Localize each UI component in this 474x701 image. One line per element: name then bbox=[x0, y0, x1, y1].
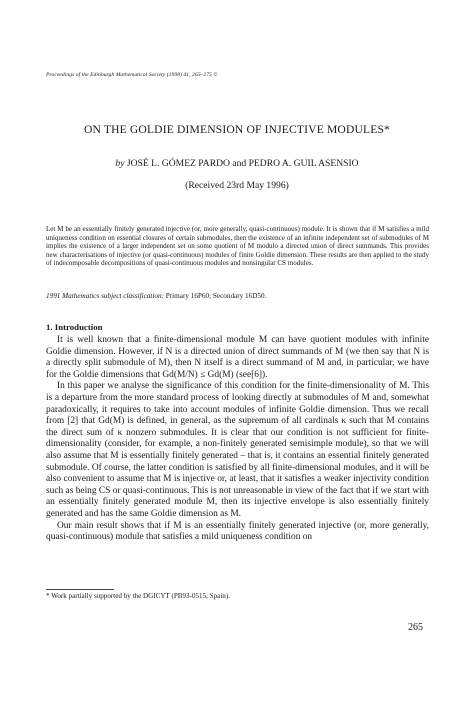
footnote-rule bbox=[46, 589, 114, 590]
page-number: 265 bbox=[408, 622, 423, 633]
paragraph: Our main result shows that if M is an essentially finitely generated injective (or, more generally, quasi-continuous) module that satisfies a mild uniqueness condition on bbox=[46, 520, 429, 543]
msc-value: Primary 16P60; Secondary 16D50. bbox=[165, 292, 267, 300]
authors-line bbox=[0, 158, 474, 169]
received-date: (Received 23rd May 1996) bbox=[185, 180, 289, 191]
paper-title: ON THE GOLDIE DIMENSION OF INJECTIVE MODULES* bbox=[83, 123, 391, 136]
footnote: * Work partially supported by the DGICYT (PB93-0515, Spain). bbox=[46, 592, 230, 600]
paragraph: In this paper we analyse the significance of this condition for the finite-dimensionality of M. This is a departure from the more standard process of looking directly at submodules of M and, somewhat paradoxically, it requires to take into account modules of infinite Goldie dimension. Thus we recall from [2] that Gd(M) is defined, in general, as the supremum of all cardinals κ such that M contains the direct sum of κ nonzero submodules. It is clear that our condition is not sufficient for finite-dimensionality (consider, for example, a non-finitely generated semisimple module), so that we will also assume that M is essentially finitely generated – that is, it contains an essential finitely generated submodule. Of course, the latter condition is satisfied by all finite-dimensional modules, and it will be also convenient to assume that M is injective or, at least, that it satisfies a weaker injectivity condition such as being CS or quasi-continuous. This is not unreasonable in view of the fact that if we start with an essentially finitely generated module M, then its injective envelope is also essentially finitely generated and has the same Goldie dimension as M. bbox=[46, 381, 429, 519]
author-names: JOSÉ L. GÓMEZ PARDO and PEDRO A. GUIL ASENSIO bbox=[126, 158, 359, 169]
msc-label: 1991 Mathematics subject classification: bbox=[46, 292, 164, 300]
section-heading: 1. Introduction bbox=[46, 322, 103, 332]
msc-classification bbox=[46, 292, 266, 300]
abstract: Let M be an essentially finitely generated injective (or, more generally, quasi-continuous) module. It is shown that if M satisfies a mild uniqueness condition on essential closures of certain submodules, then the existence of an infinite independent set of submodules of M implies the existence of a larger independent set on some quotient of M modulo a directed union of direct summands. This provides new characterisations of injective (or quasi-continuous) modules of finite Goldie dimension. These results are then applied to the study of indecomposable decompositions of quasi-continuous modules and nonsingular CS modules. bbox=[46, 225, 429, 268]
journal-citation: Proceedings of the Edinburgh Mathematical Society (1998) 41, 265–275 © bbox=[46, 72, 218, 78]
authors-by: by bbox=[115, 158, 125, 169]
body-text bbox=[46, 335, 429, 544]
paragraph: It is well known that a finite-dimensional module M can have quotient modules with infinite Goldie dimension. However, if N is a directed union of direct summands of M (we then say that N is a directly split submodule of M), then N itself is a direct summand of M and, in particular, we have for the Goldie dimensions that Gd(M/N) ≤ Gd(M) (see[6]). bbox=[46, 335, 429, 380]
